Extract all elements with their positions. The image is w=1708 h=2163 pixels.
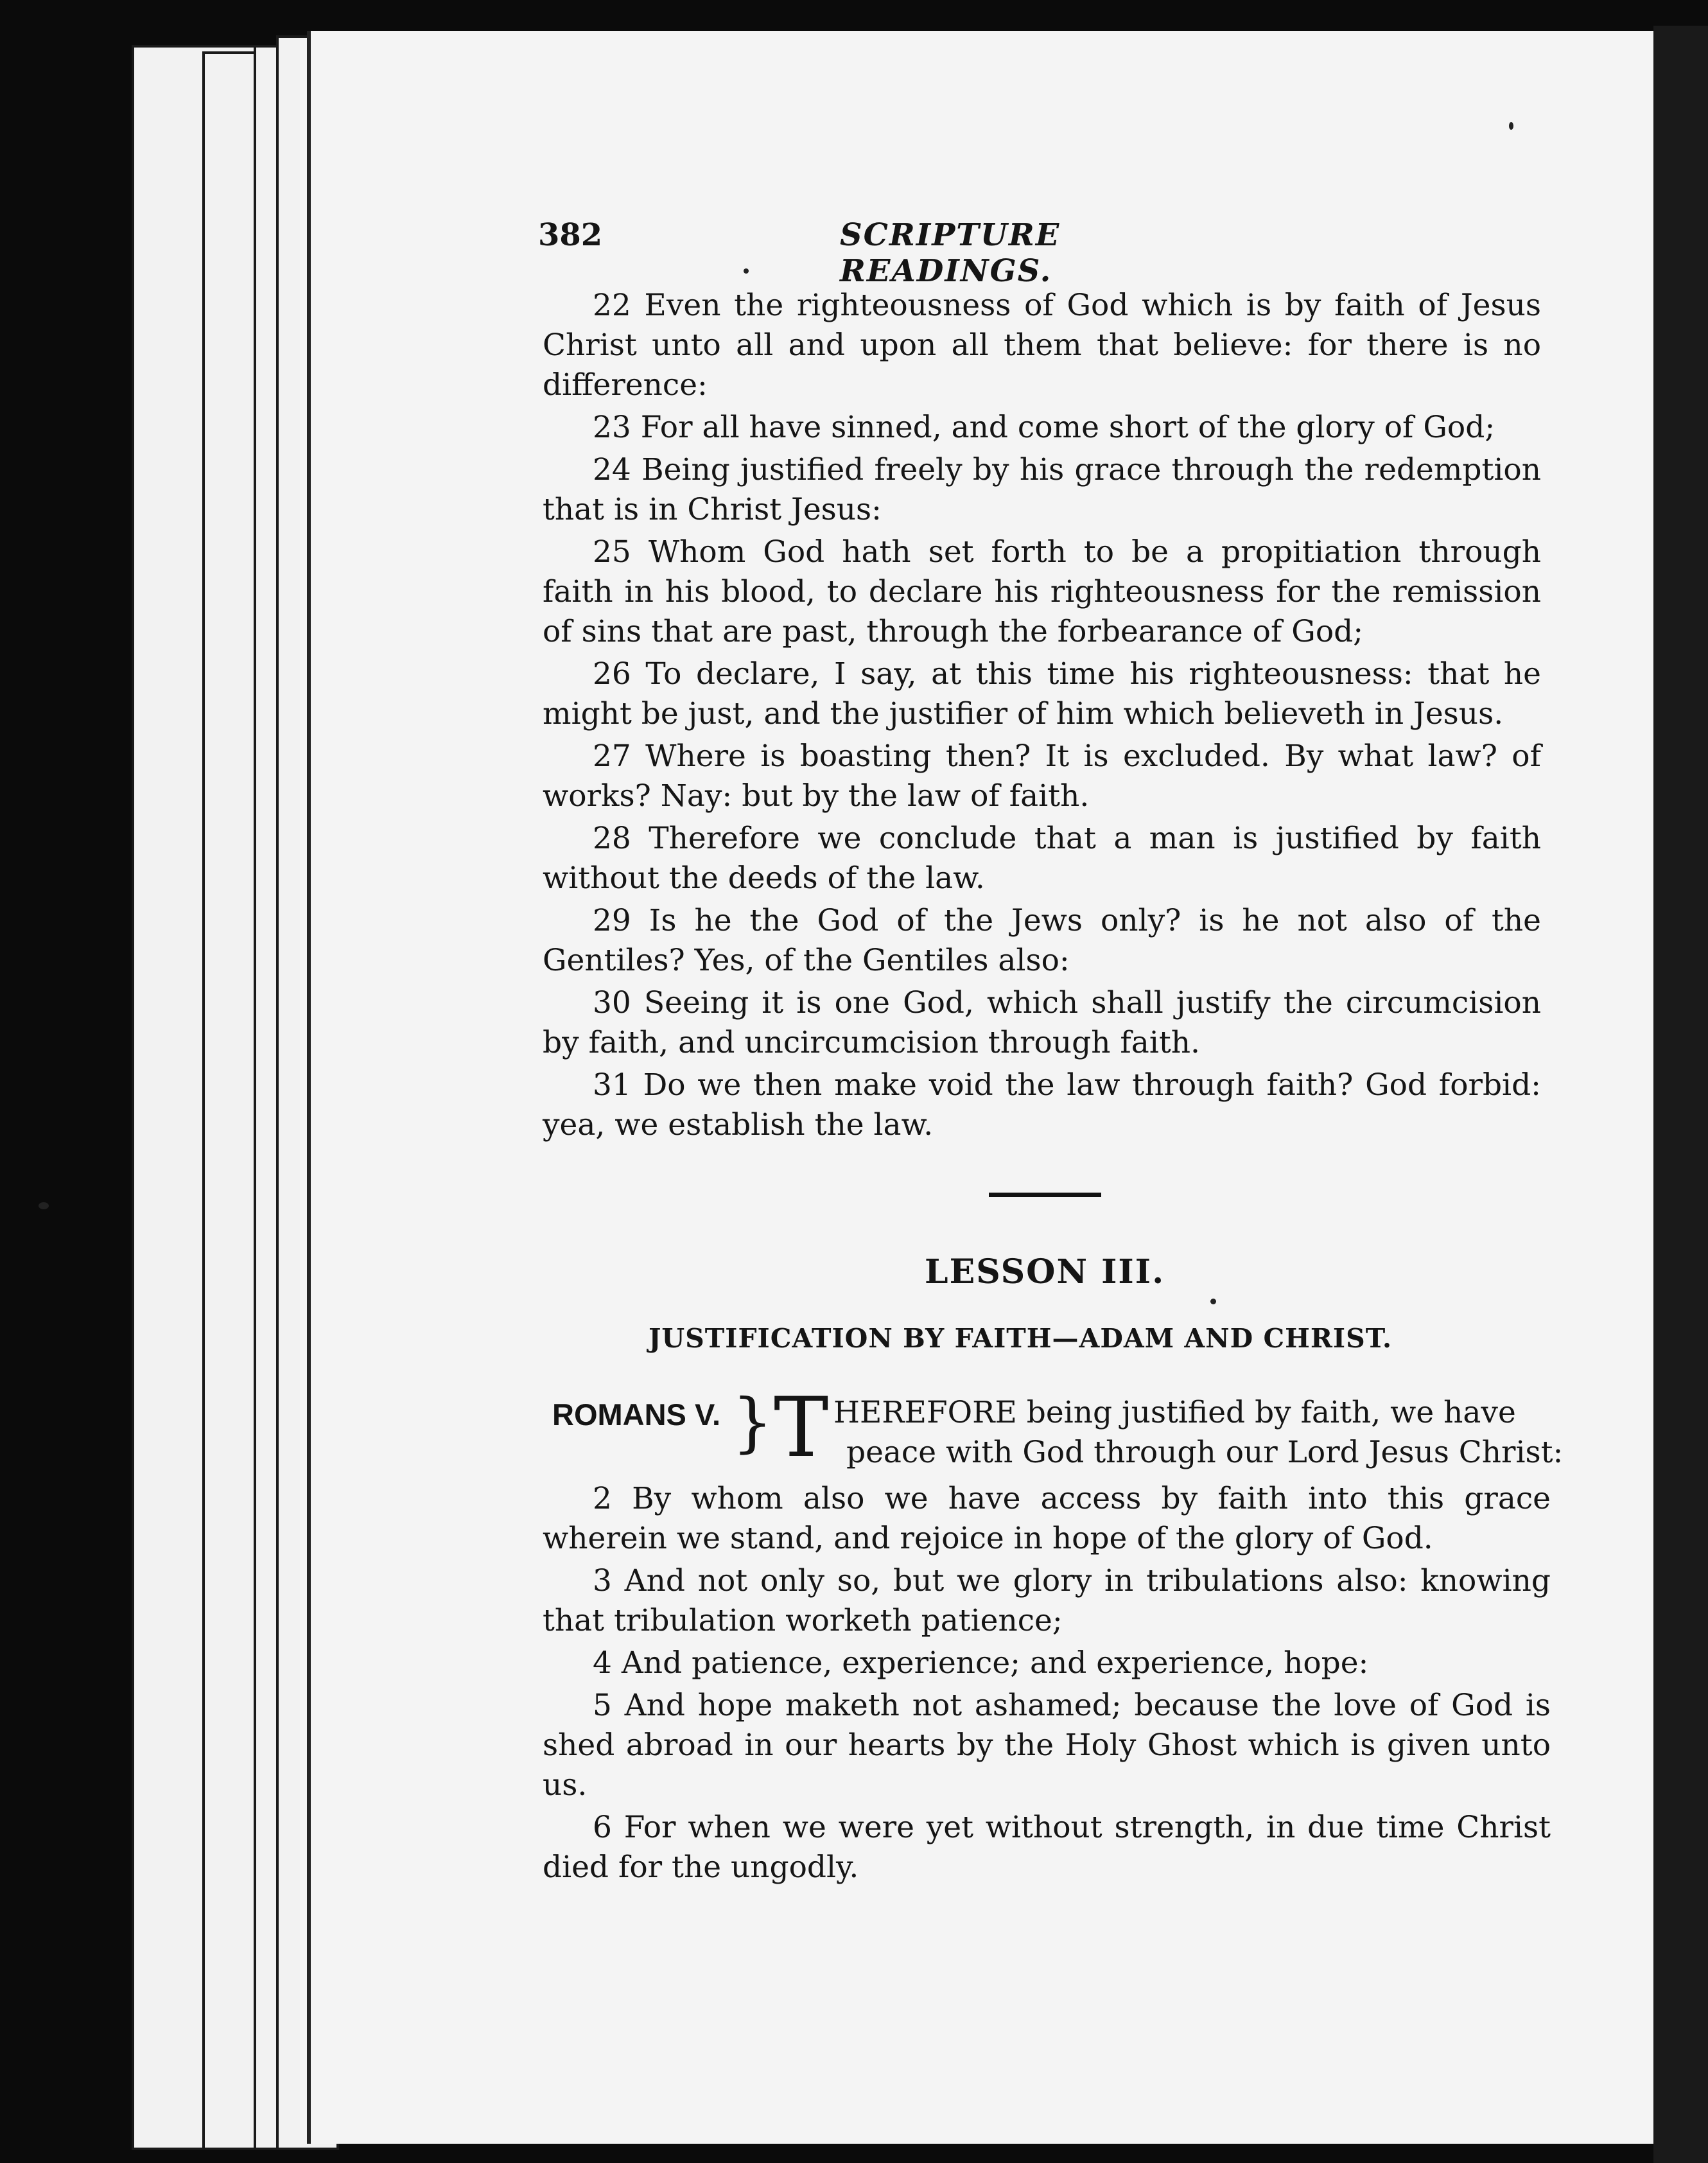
verse-1-line-2: peace with God through our Lord Jesus Christ:: [846, 1435, 1564, 1470]
lesson-heading: LESSON III.: [925, 1252, 1165, 1292]
verse: 31 Do we then make void the law through faith? God forbid: yea, we establish the law.: [543, 1067, 1541, 1143]
verse: 25 Whom God hath set forth to be a propitiation through faith in his blood, to declare his righteousness for the remission of sins that are past, through the forbearance of God;: [543, 534, 1541, 649]
lesson-subtitle: JUSTIFICATION BY FAITH—ADAM AND CHRIST.: [649, 1323, 1393, 1354]
running-header: [538, 217, 1244, 289]
verses-bottom: [543, 1479, 1551, 1890]
book-edge-shadow: [1653, 26, 1708, 2163]
scan-speck: [39, 1202, 49, 1209]
verse: 4 And patience, experience; and experience, hope:: [593, 1645, 1369, 1681]
verse: 27 Where is boasting then? It is excluded. By what law? of works? Nay: but by the law of faith.: [543, 739, 1541, 814]
verses-top: [543, 286, 1541, 1148]
brace-glyph: }: [732, 1385, 773, 1460]
running-title: SCRIPTURE READINGS.: [840, 217, 1061, 289]
book-reference: ROMANS V.: [552, 1397, 721, 1432]
drop-cap: T: [774, 1380, 829, 1476]
scan-speck: [1509, 122, 1513, 130]
verse-1-line-1: HEREFORE being justified by faith, we have: [833, 1395, 1516, 1430]
verse: 29 Is he the God of the Jews only? is he not also of the Gentiles? Yes, of the Gentiles also:: [543, 903, 1541, 978]
verse: 22 Even the righteousness of God which is by faith of Jesus Christ unto all and upon all them that believe: for there is no difference:: [543, 288, 1541, 403]
verse: 6 For when we were yet without strength, in due time Christ died for the ungodly.: [543, 1810, 1551, 1885]
verse: 26 To declare, I say, at this time his righteousness: that he might be just, and the justifier of him which believeth in Jesus.: [543, 656, 1541, 731]
scan-speck: [1210, 1299, 1216, 1304]
page-number: 382: [538, 217, 603, 253]
verse: 24 Being justified freely by his grace through the redemption that is in Christ Jesus:: [543, 452, 1541, 527]
verse: 2 By whom also we have access by faith into this grace wherein we stand, and rejoice in hope of the glory of God.: [543, 1481, 1551, 1556]
section-divider: [989, 1193, 1101, 1197]
scan-speck: [744, 268, 749, 274]
verse: 28 Therefore we conclude that a man is justified by faith without the deeds of the law.: [543, 821, 1541, 896]
verse: 3 And not only so, but we glory in tribulations also: knowing that tribulation worketh patience;: [543, 1563, 1551, 1638]
verse: 30 Seeing it is one God, which shall justify the circumcision by faith, and uncircumcision through faith.: [543, 985, 1541, 1060]
verse: 23 For all have sinned, and come short of the glory of God;: [593, 410, 1495, 445]
verse: 5 And hope maketh not ashamed; because the love of God is shed abroad in our hearts by the Holy Ghost which is given unto us.: [543, 1688, 1551, 1803]
